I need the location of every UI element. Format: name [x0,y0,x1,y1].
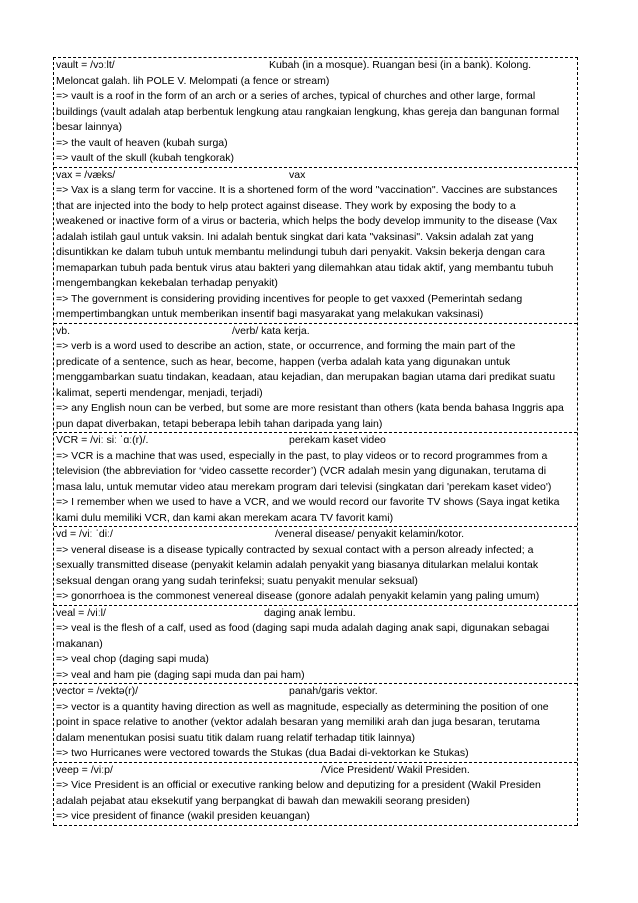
entry-text-line: => VCR is a machine that was used, especially in the past, to play videos or to record programmes from a [56,449,548,462]
entry-text-line: adalah pejabat atau eksekutif yang berpangkat di bawah dan mewakili seorang presiden) [56,794,470,807]
entry-header [56,433,576,449]
entry-text-line: => Vax is a slang term for vaccine. It is a shortened form of the word "vaccination". Vaccines are substances [56,184,558,196]
entry-header [56,527,576,543]
entry-text-line: that are injected into the body to help protect against disease. They work by exposing the body to a [56,199,516,212]
dictionary-entry [54,527,577,606]
entry-header [56,58,576,74]
entry-text-line: mengembangkan kekebalan terhadap penyakit) [56,277,278,289]
entry-word: VCR = /viː siː ˈɑː(r)/. [56,434,149,446]
entry-text-line: sexually transmitted disease (penyakit kelamin adalah penyakit yang biasanya ditularkan melalui kontak [56,559,539,571]
entry-text-line: => vector is a quantity having direction as well as magnitude, especially as determining the position of one [56,700,549,713]
entry-text-line: disuntikkan ke dalam tubuh untuk membantu melindungi tubuh dari penyakit. Vaksin bekerja dengan cara [56,246,545,258]
entry-text-line: => veal is the flesh of a calf, used as food (daging sapi muda adalah daging anak sapi, digunakan sebagai [56,622,550,634]
entry-meaning: /veneral disease/ penyakit kelamin/kotor. [275,528,465,540]
entry-text-line: kami dulu memiliki VCR, dan kami akan merekam acara TV favorit kami) [56,511,394,524]
entry-header [56,168,576,184]
dictionary-entry [54,433,577,527]
entry-text-line: => vice president of finance (wakil presiden keuangan) [56,810,310,822]
entry-meaning: Kubah (in a mosque). Ruangan besi (in a bank). Kolong. [269,59,532,71]
entry-text-line: menggambarkan suatu tindakan, keadaan, atau kejadian, dan merupakan bagian utama dari predikat suatu [56,371,556,383]
entry-text-line: besar lainnya) [56,121,122,133]
entry-text-line: => veal and ham pie (daging sapi muda dan pai ham) [56,668,305,681]
entry-word: vd = /viː ˈdiː/ [56,528,113,540]
entry-header [56,606,576,622]
entry-text-line: mempertimbangkan untuk memberikan insentif bagi masyarakat yang melakukan vaksinasi) [56,308,484,320]
entry-text-line: television (the abbreviation for ‘video cassette recorder’) (VCR adalah mesin yang digunakan, terutama di [56,465,547,477]
entry-text-line: makanan) [56,637,103,650]
entry-text-line: => I remember when we used to have a VCR, and we would record our favorite TV shows (Saya ingat ketika [56,496,560,508]
entry-text-line: point in space relative to another (vektor adalah besaran yang memiliki arah dan juga besaran, terutama [56,716,540,728]
entry-text-line: => verb is a word used to describe an action, state, or occurrence, and forming the main part of the [56,340,516,352]
entry-text-line: masa lalu, untuk memutar video atau merekam program dari televisi (singkatan dari 'perekam kaset video') [56,480,552,493]
entry-text-line: => vault of the skull (kubah tengkorak) [56,152,235,164]
entry-word: vb. [56,324,71,337]
dictionary-entry [54,168,577,324]
entry-header [56,763,576,779]
dictionary-entry [54,324,577,434]
entry-text-line: => two Hurricanes were vectored towards the Stukas (dua Badai di-vektorkan ke Stukas) [56,747,469,759]
entry-text-line: predicate of a sentence, such as hear, become, happen (verba adalah kata yang digunakan untuk [56,355,511,368]
entry-header [56,684,576,700]
dictionary-table [53,57,578,826]
entry-text-line: seksual dengan orang yang sudah terinfeksi; suatu penyakit menular seksual) [56,574,418,587]
entry-meaning: panah/garis vektor. [289,685,378,697]
entry-text-line: kalimat, seperti mendengar, menjadi, terjadi) [56,386,263,399]
entry-text-line: memaparkan tubuh pada bentuk virus atau bakteri yang dilemahkan atau tidak aktif, yang membantu tubuh [56,261,554,274]
entry-word: veep = /viːp/ [56,763,113,776]
dictionary-entry [54,606,577,685]
dictionary-entry [54,58,577,168]
entry-text-line: Meloncat galah. lih POLE V. Melompati (a fence or stream) [56,74,330,87]
entry-text-line: => the vault of heaven (kubah surga) [56,136,228,149]
entry-text-line: => veneral disease is a disease typically contracted by sexual contact with a person already infected; a [56,543,534,556]
entry-meaning: perekam kaset video [289,434,386,446]
entry-meaning: /Vice President/ Wakil Presiden. [321,763,470,776]
entry-text-line: => vault is a roof in the form of an arch or a series of arches, typical of churches and other large, formal [56,90,536,102]
dictionary-entry [54,763,577,826]
entry-meaning: vax [289,168,306,181]
entry-word: vax = /væks/ [56,168,116,181]
entry-text-line: adalah istilah gaul untuk vaksin. Ini adalah bentuk singkat dari kata "vaksinasi". Vaksin adalah zat yang [56,230,534,243]
dictionary-entry [54,684,577,763]
entry-text-line: pun dapat diverbakan, tetapi beberapa lebih tahan daripada yang lain) [56,417,383,430]
entry-meaning: /verb/ kata kerja. [232,324,310,337]
entry-text-line: => veal chop (daging sapi muda) [56,653,209,665]
entry-header [56,324,576,340]
entry-text-line: buildings (vault adalah atap berbentuk lengkung atau rangkaian lengkung, khas gereja dan bangunan formal [56,105,560,118]
entry-text-line: => any English noun can be verbed, but some are more resistant than others (kata benda bahasa Inggris apa [56,402,564,414]
entry-text-line: => The government is considering providing incentives for people to get vaxxed (Pemerintah sedang [56,292,523,305]
entry-word: veal = /viːl/ [56,606,106,619]
entry-text-line: weakened or inactive form of a virus or bacteria, which helps the body develop immunity to the disease (Vax [56,215,558,227]
entry-text-line: dalam menentukan posisi suatu titik dalam ruang relatif terhadap titik lainnya) [56,731,415,744]
entry-text-line: => gonorrhoea is the commonest venereal disease (gonore adalah penyakit kelamin yang paling umum) [56,590,540,602]
entry-word: vault = /vɔːlt/ [56,59,115,71]
entry-meaning: daging anak lembu. [264,606,356,619]
entry-word: vector = /vektə(r)/ [56,685,138,697]
entry-text-line: => Vice President is an official or executive ranking below and deputizing for a president (Wakil Presiden [56,779,541,791]
